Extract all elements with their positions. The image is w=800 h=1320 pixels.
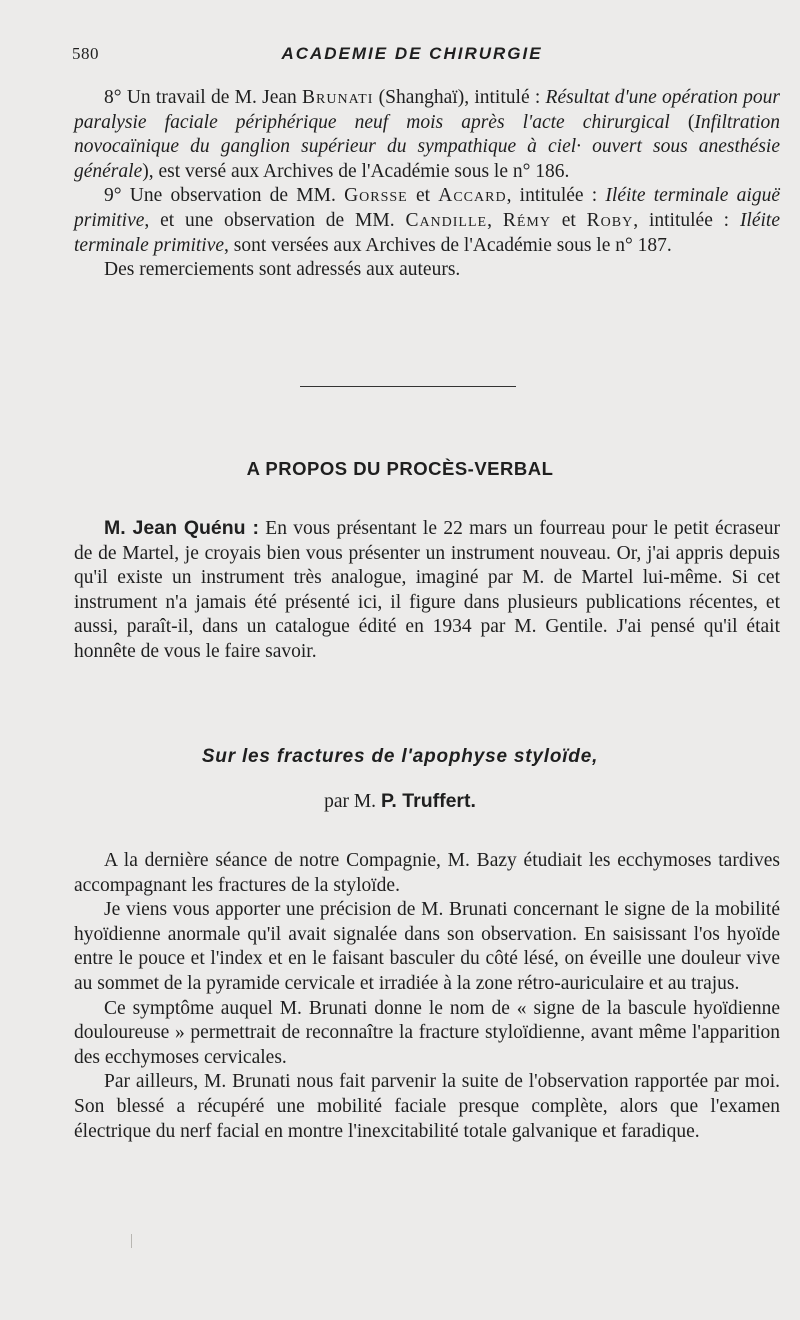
section-divider: [300, 386, 516, 387]
section-title: A PROPOS DU PROCÈS-VERBAL: [246, 458, 554, 479]
article-paragraph: Ce symptôme auquel M. Brunati donne le nom de « signe de la bascule hyoïdienne douloureuse » permettrait de reconnaître la fracture styloïdienne, avant même l'apparition des ecchymoses cervicales.: [74, 997, 780, 1068]
page-number: 580: [72, 44, 99, 63]
thanks-paragraph: Des remerciements sont adressés aux auteurs.: [104, 259, 461, 281]
item-9-paragraph: [74, 184, 780, 258]
text-run: Une observation de MM.: [121, 185, 345, 207]
text-run: ,: [487, 209, 503, 231]
author-name: Accard: [438, 185, 507, 207]
section-body: [74, 516, 780, 665]
work-title: Iléite terminale primitive: [74, 209, 780, 256]
byline-author: P. Truffert.: [380, 790, 476, 812]
work-title: Résultat d'une opération pour paralysie faciale périphérique neuf mois après l'acte chirurgical: [74, 87, 780, 133]
work-title: Iléite terminale aiguë primitive: [74, 185, 780, 231]
text-run: et: [550, 209, 587, 231]
page-header: [72, 44, 752, 66]
author-name: Rémy: [502, 209, 551, 231]
byline-prefix: par M.: [324, 791, 381, 812]
author-name: Roby: [586, 209, 634, 231]
article-body: [74, 849, 780, 1144]
article-paragraph: Par ailleurs, M. Brunati nous fait parvenir la suite de l'observation rapportée par moi. Son blessé a récupéré une mobilité faciale presque complète, alors que l'examen électrique du nerf facial en montre l'inexcitabilité totale galvanique et faradique.: [74, 1071, 780, 1142]
text-run: , intitulée :: [506, 185, 606, 207]
speaker-text: En vous présentant le 22 mars un fourreau pour le petit écraseur de de Martel, je croyais bien vous présenter un instrument nouveau. Or, j'ai appris depuis qu'il existe un instrument très analogue, imaginé par M. de Martel lui-même. Si cet instrument n'a jamais été présenté ici, il figure dans plusieurs publications récentes, et aussi, paraît-il, dans un catalogue édité en 1934 par M. Gentile. J'ai pensé qu'il était honnête de vous le faire savoir.: [74, 518, 780, 662]
work-subtitle: Infiltration novocaïnique du ganglion supérieur du sympathique à ciel· ouvert sous anesthésie générale: [74, 111, 780, 182]
text-run: , et une observation de MM.: [144, 209, 406, 231]
text-run: , sont versées aux Archives de l'Académie sous le n° 187.: [224, 234, 672, 256]
article-paragraph: A la dernière séance de notre Compagnie, M. Bazy étudiait les ecchymoses tardives accompagnant les fractures de la styloïde.: [74, 850, 780, 896]
author-name: Candille: [405, 209, 488, 231]
announcements: [74, 86, 780, 283]
item-number: 8°: [104, 87, 122, 108]
article-byline: [0, 790, 800, 813]
author-name: Brunati: [302, 87, 374, 108]
article-title: Sur les fractures de l'apophyse styloïde,: [201, 746, 599, 767]
text-run: Un travail de M. Jean: [121, 87, 303, 108]
text-run: (Shanghaï), intitulé :: [373, 87, 546, 108]
author-name: Gorsse: [344, 185, 408, 207]
scan-mark: [131, 1234, 132, 1248]
item-8-paragraph: [74, 86, 780, 184]
quenu-paragraph: [74, 516, 780, 665]
text-run: , intitulée :: [633, 209, 740, 231]
text-run: (: [669, 111, 695, 133]
speaker-name: M. Jean Quénu :: [104, 517, 259, 539]
item-number: 9°: [104, 185, 122, 207]
running-title: ACADEMIE DE CHIRURGIE: [281, 44, 543, 63]
text-run: et: [407, 185, 439, 207]
text-run: ), est versé aux Archives de l'Académie sous le n° 186.: [142, 160, 570, 182]
article-paragraph: Je viens vous apporter une précision de M. Brunati concernant le signe de la mobilité hyoïdienne anormale qu'il avait signalée dans son observation. En saisissant l'os hyoïde entre le pouce et l'index et en le faisant basculer du côté lésé, on éveille une douleur vive au sommet de la pyramide cervicale et irradiée à la zone rétro-auriculaire et au trajus.: [74, 899, 780, 994]
